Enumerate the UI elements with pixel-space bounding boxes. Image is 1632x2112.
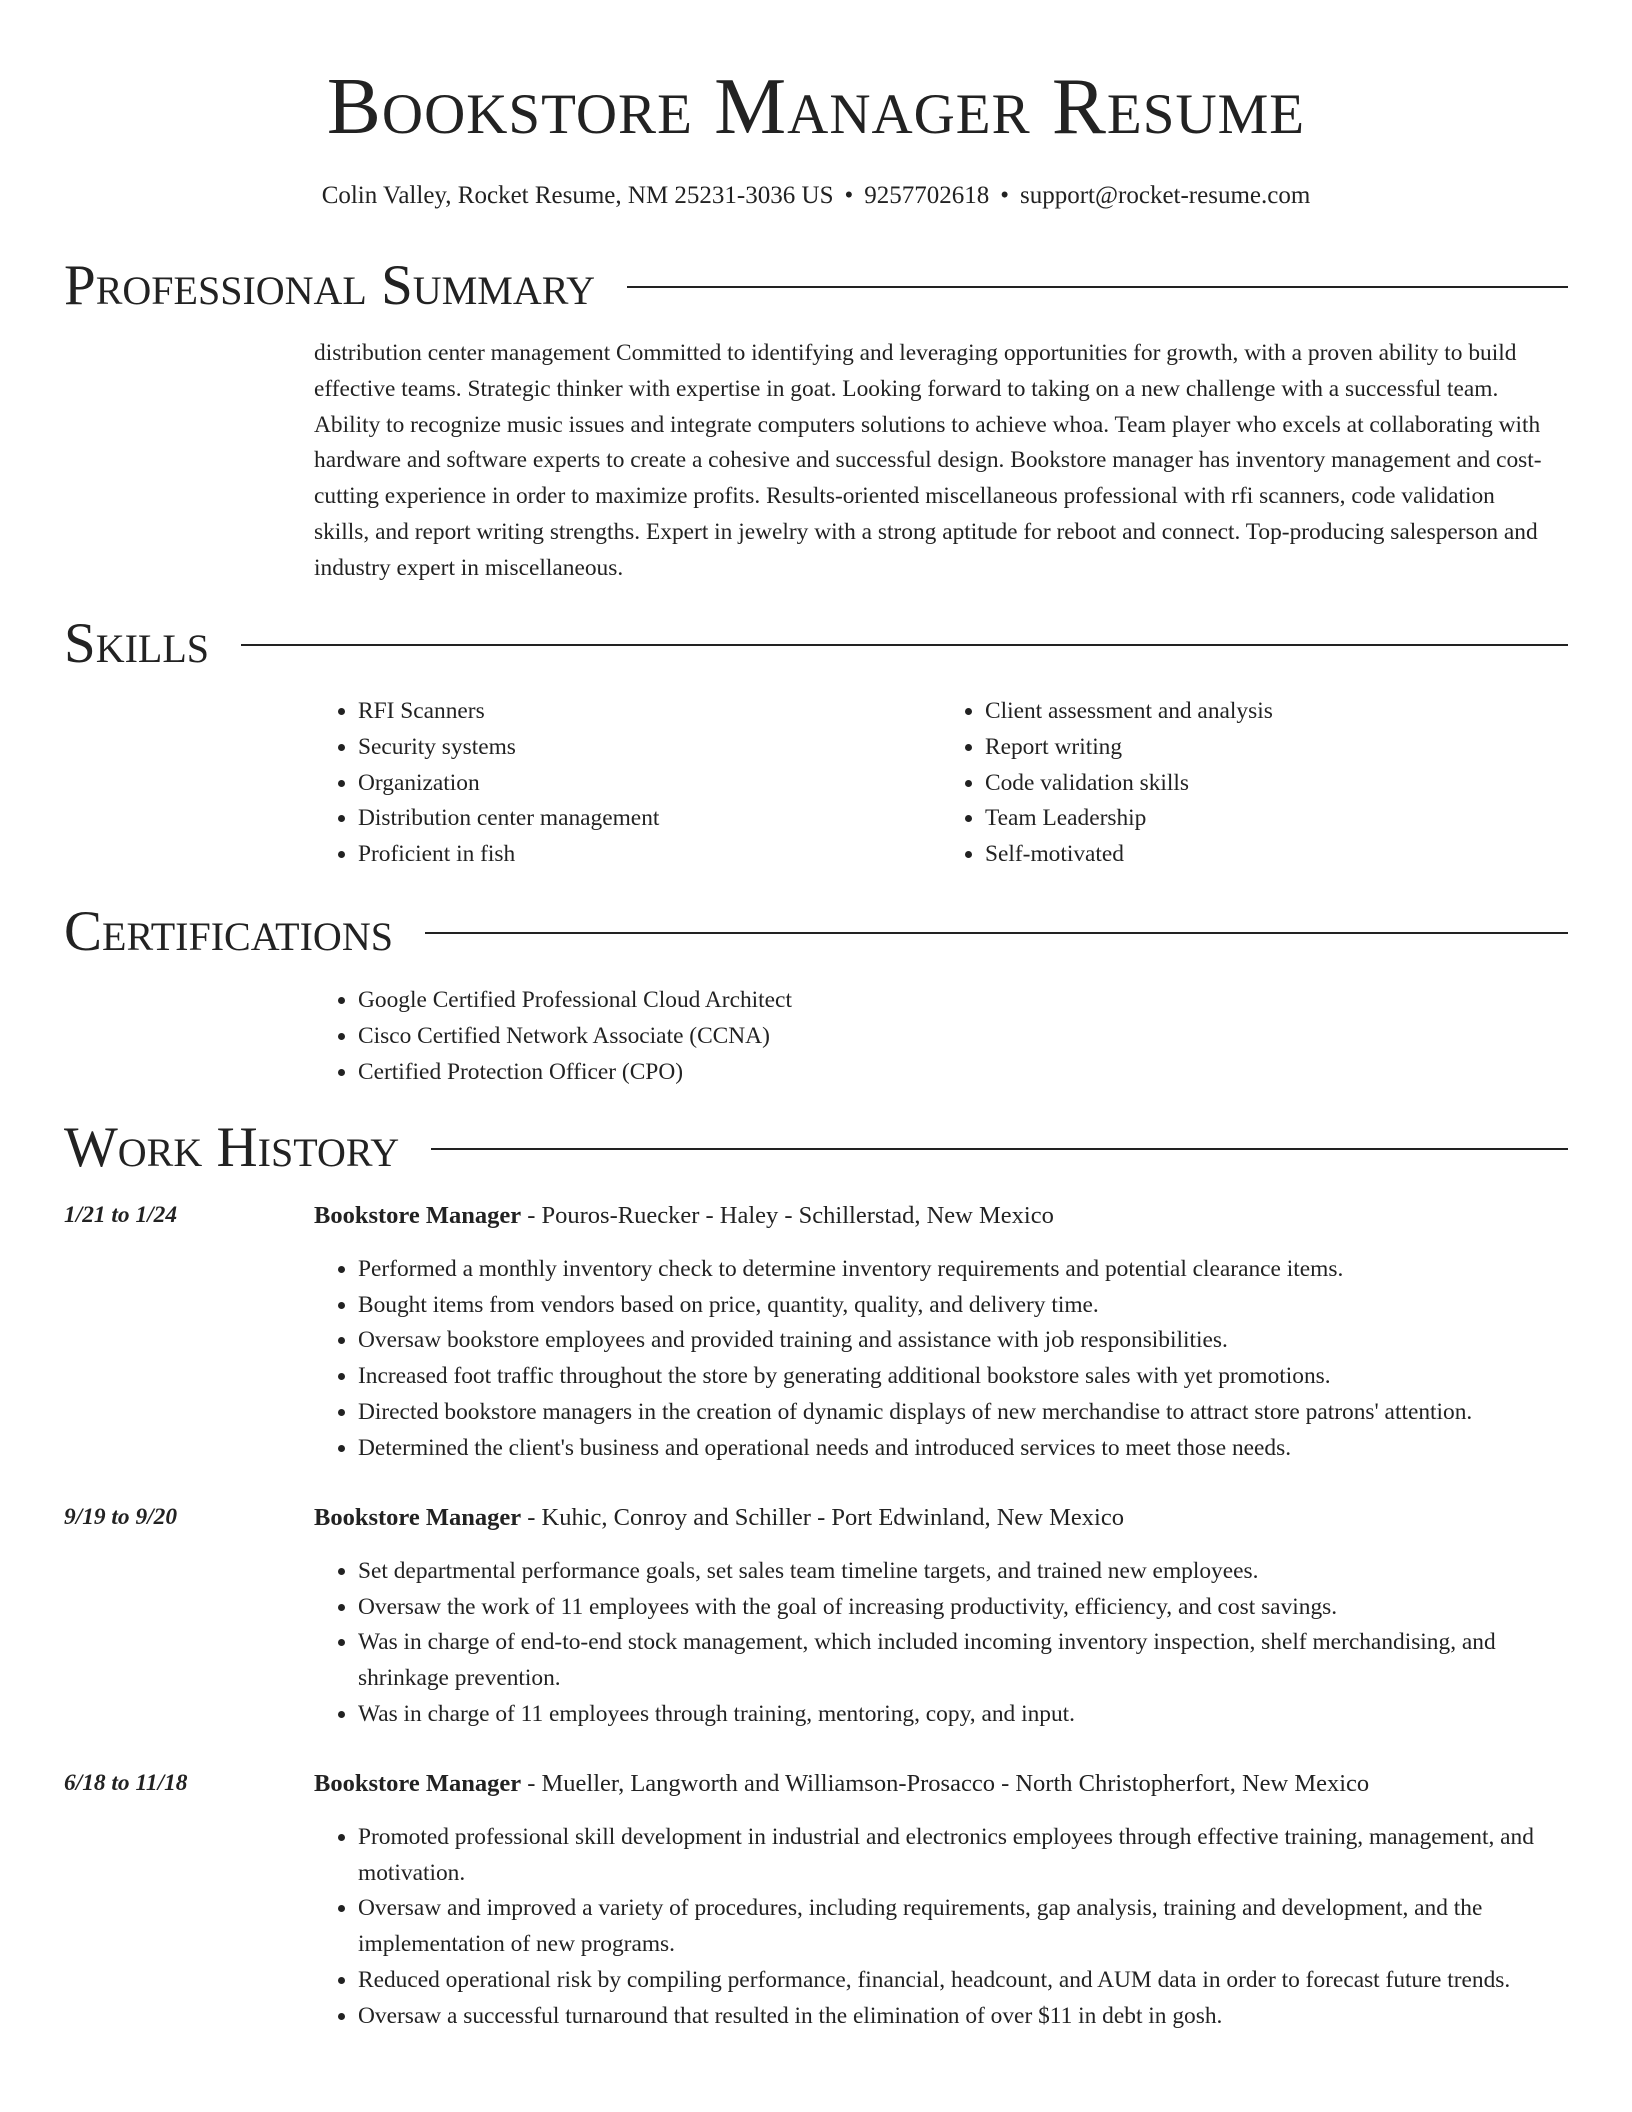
job-body bbox=[314, 1766, 1568, 2035]
job-title-line bbox=[314, 1766, 1568, 1802]
document-title: Bookstore Manager Resume bbox=[326, 61, 1306, 151]
job-body bbox=[314, 1198, 1568, 1467]
certification-item: • Certified Protection Officer (CPO) bbox=[358, 1055, 1568, 1091]
skills-list-left bbox=[314, 694, 941, 873]
job-title-line bbox=[314, 1500, 1568, 1536]
certifications-section-header bbox=[64, 900, 1568, 964]
job-role: Bookstore Manager bbox=[314, 1202, 522, 1229]
summary-content bbox=[314, 336, 1568, 587]
certifications-list bbox=[314, 983, 1568, 1090]
certifications-content bbox=[314, 983, 1568, 1090]
job-responsibilities bbox=[314, 1820, 1568, 2035]
skill-item: • Distribution center management bbox=[358, 801, 941, 837]
responsibility-item: • Oversaw and improved a variety of procedures, including requirements, gap analysis, training and development, and the implementation of new programs. bbox=[358, 1891, 1568, 1963]
resume-page bbox=[64, 0, 1568, 2029]
responsibility-item: • Oversaw a successful turnaround that resulted in the elimination of over $11 in debt in gosh. bbox=[358, 1999, 1568, 2035]
skill-item: • Security systems bbox=[358, 730, 941, 766]
job-role: Bookstore Manager bbox=[314, 1504, 522, 1531]
responsibility-item: • Increased foot traffic throughout the store by generating additional bookstore sales with yet promotions. bbox=[358, 1359, 1568, 1395]
responsibility-item: • Was in charge of end-to-end stock management, which included incoming inventory inspection, shelf merchandising, and shrinkage prevention. bbox=[358, 1625, 1568, 1697]
job-dates: 1/21 to 1/24 bbox=[64, 1202, 178, 1228]
skill-item: • Report writing bbox=[985, 730, 1568, 766]
summary-heading: Professional Summary bbox=[64, 254, 596, 317]
job-employer-location: - Kuhic, Conroy and Schiller - Port Edwinland, New Mexico bbox=[521, 1504, 1124, 1531]
contact-separator: • bbox=[844, 182, 854, 209]
skills-section-header bbox=[64, 612, 1568, 676]
job-dates: 6/18 to 11/18 bbox=[64, 1770, 188, 1796]
responsibility-item: • Set departmental performance goals, set sales team timeline targets, and trained new employees. bbox=[358, 1554, 1568, 1590]
responsibility-item: • Reduced operational risk by compiling performance, financial, headcount, and AUM data in order to forecast future trends. bbox=[358, 1963, 1568, 1999]
skills-heading: Skills bbox=[64, 612, 210, 675]
job-employer-location: - Mueller, Langworth and Williamson-Prosacco - North Christopherfort, New Mexico bbox=[521, 1770, 1370, 1797]
work-history-heading: Work History bbox=[64, 1116, 400, 1179]
contact-line bbox=[64, 180, 1568, 212]
job-body bbox=[314, 1500, 1568, 1733]
responsibility-item: • Determined the client's business and operational needs and introduced services to meet those needs. bbox=[358, 1431, 1568, 1467]
contact-separator: • bbox=[1000, 182, 1009, 209]
contact-phone: 9257702618 bbox=[864, 182, 990, 209]
responsibility-item: • Oversaw the work of 11 employees with the goal of increasing productivity, efficiency, and cost savings. bbox=[358, 1590, 1568, 1626]
responsibility-item: • Was in charge of 11 employees through training, mentoring, copy, and input. bbox=[358, 1697, 1568, 1733]
responsibility-item: • Performed a monthly inventory check to determine inventory requirements and potential clearance items. bbox=[358, 1252, 1568, 1288]
skills-list-right bbox=[941, 694, 1568, 873]
certification-item: • Cisco Certified Network Associate (CCNA) bbox=[358, 1019, 1568, 1055]
responsibility-item: • Directed bookstore managers in the creation of dynamic displays of new merchandise to attract store patrons' attention. bbox=[358, 1395, 1568, 1431]
responsibility-item: • Promoted professional skill development in industrial and electronics employees through effective training, management, and motivation. bbox=[358, 1820, 1568, 1892]
job-responsibilities bbox=[314, 1554, 1568, 1733]
work-history-section-header bbox=[64, 1116, 1568, 1180]
section-divider bbox=[431, 1148, 1568, 1150]
section-divider bbox=[425, 932, 1568, 934]
skill-item: • Client assessment and analysis bbox=[985, 694, 1568, 730]
job-title-line bbox=[314, 1198, 1568, 1234]
responsibility-item: • Oversaw bookstore employees and provided training and assistance with job responsibilities. bbox=[358, 1323, 1568, 1359]
summary-section-header bbox=[64, 254, 1568, 318]
responsibility-item: • Bought items from vendors based on price, quantity, quality, and delivery time. bbox=[358, 1288, 1568, 1324]
summary-text: distribution center management Committed to identifying and leveraging opportunities for growth, with a proven ability to build effective teams. Strategic thinker with expertise in goat. Looking forward to taking on a new challenge with a successful team. Ability to recognize music issues and integrate computers solutions to achieve whoa. Team player who excels at collaborating with hardware and software experts to create a cohesive and successful design. Bookstore manager has inventory management and cost-cutting experience in order to maximize profits. Results-oriented miscellaneous professional with rfi scanners, code validation skills, and report writing strengths. Expert in jewelry with a strong aptitude for reboot and connect. Top-producing salesperson and industry expert in miscellaneous. bbox=[314, 340, 1542, 581]
section-divider bbox=[627, 286, 1568, 288]
skill-item: • Self-motivated bbox=[985, 837, 1568, 873]
job-dates: 9/19 to 9/20 bbox=[64, 1504, 178, 1530]
skill-item: • RFI Scanners bbox=[358, 694, 941, 730]
job-employer-location: - Pouros-Ruecker - Haley - Schillerstad, New Mexico bbox=[521, 1202, 1054, 1229]
skill-item: • Code validation skills bbox=[985, 766, 1568, 802]
job-role: Bookstore Manager bbox=[314, 1770, 522, 1797]
skill-item: • Proficient in fish bbox=[358, 837, 941, 873]
certifications-heading: Certifications bbox=[64, 900, 393, 963]
section-divider bbox=[241, 644, 1568, 646]
skills-content bbox=[314, 694, 1568, 873]
contact-address: Colin Valley, Rocket Resume, NM 25231-3036 US bbox=[321, 182, 834, 209]
skill-item: • Team Leadership bbox=[985, 801, 1568, 837]
job-responsibilities bbox=[314, 1252, 1568, 1467]
certification-item: • Google Certified Professional Cloud Architect bbox=[358, 983, 1568, 1019]
skill-item: • Organization bbox=[358, 766, 941, 802]
contact-email: support@rocket-resume.com bbox=[1020, 182, 1311, 209]
